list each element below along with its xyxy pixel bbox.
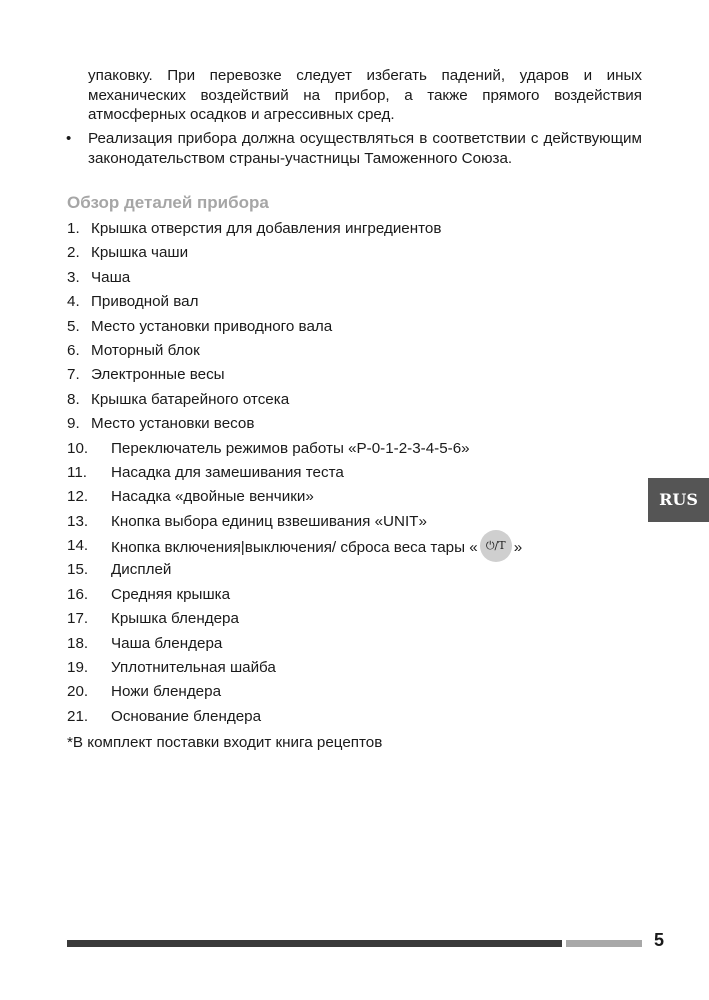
list-item <box>0 266 709 290</box>
item-number: 12. <box>67 488 89 506</box>
list-item <box>0 534 709 558</box>
item-number: 8. <box>67 390 80 408</box>
footer-rule-dark <box>67 940 562 947</box>
item-label: Чаша блендера <box>111 634 223 652</box>
list-item <box>0 437 709 461</box>
item-number: 9. <box>67 415 80 433</box>
item-number: 5. <box>67 317 80 335</box>
item-label: Электронные весы <box>91 366 225 384</box>
bullet-marker: • <box>66 130 72 147</box>
item-label: Основание блендера <box>111 707 262 725</box>
list-item <box>0 632 709 656</box>
section-title: Обзор деталей прибора <box>67 193 269 212</box>
item-label: Место установки приводного вала <box>91 317 333 335</box>
item-label-after: » <box>513 539 523 557</box>
item-label: Кнопка выбора единиц взвешивания «UNIT» <box>111 512 427 530</box>
item-number: 21. <box>67 707 89 725</box>
item-label: Дисплей <box>111 561 172 579</box>
list-item <box>0 339 709 363</box>
item-number: 6. <box>67 341 80 359</box>
item-label: Ножи блендера <box>111 683 222 701</box>
item-label: Место установки весов <box>91 415 255 433</box>
footer-rule-light <box>566 940 642 947</box>
item-number: 15. <box>67 561 89 579</box>
item-number: 4. <box>67 293 80 311</box>
parts-list <box>0 217 709 729</box>
list-item <box>0 217 709 241</box>
language-tab: RUS <box>648 478 709 522</box>
item-label: Крышка чаши <box>91 244 189 262</box>
item-label: Крышка блендера <box>111 610 239 628</box>
list-item <box>0 607 709 631</box>
list-item <box>0 315 709 339</box>
item-label: Чаша <box>91 268 131 286</box>
list-item <box>0 461 709 485</box>
list-item <box>0 290 709 314</box>
list-item <box>0 388 709 412</box>
item-label-before: Кнопка включения|выключения/ сброса веса тары « <box>111 539 478 557</box>
item-label: Переключатель режимов работы «P-0-1-2-3-4-5-6» <box>111 439 470 457</box>
list-item <box>0 680 709 704</box>
item-number: 1. <box>67 220 80 237</box>
item-number: 14. <box>67 537 89 555</box>
list-item <box>0 485 709 509</box>
item-number: 19. <box>67 659 89 677</box>
item-number: 2. <box>67 244 80 262</box>
item-label: Насадка для замешивания теста <box>111 463 344 481</box>
item-number: 20. <box>67 683 89 701</box>
item-number: 18. <box>67 634 89 652</box>
item-label: Средняя крышка <box>111 585 231 603</box>
item-number: 3. <box>67 268 80 286</box>
item-label: Крышка батарейного отсека <box>91 390 290 408</box>
list-item <box>0 412 709 436</box>
list-item <box>0 363 709 387</box>
item-number: 11. <box>67 463 87 481</box>
item-number: 7. <box>67 366 80 384</box>
item-number: 13. <box>67 512 89 530</box>
intro-paragraph: упаковку. При перевозке следует избегать падений, ударов и иных механических воздействий на прибор, а также прямого воздействия атмосферных осадков и агрессивных сред. <box>88 67 642 123</box>
item-label: Насадка «двойные венчики» <box>111 488 314 506</box>
list-item <box>0 510 709 534</box>
item-number: 16. <box>67 585 89 603</box>
item-number: 10. <box>67 439 89 457</box>
item-label: Крышка отверстия для добавления ингредиентов <box>91 220 442 237</box>
list-item <box>0 583 709 607</box>
list-item <box>0 656 709 680</box>
list-item <box>0 241 709 265</box>
power-tare-icon: ⏻/T <box>480 530 512 562</box>
list-item <box>0 558 709 582</box>
bullet-paragraph: Реализация прибора должна осуществляться в соответствии с действующим законодательством страны-участницы Таможенного Союза. <box>88 130 642 167</box>
page-number: 5 <box>654 930 665 950</box>
item-label: Моторный блок <box>91 341 200 359</box>
item-label: Приводной вал <box>91 293 199 311</box>
item-label: Уплотнительная шайба <box>111 659 276 677</box>
list-item <box>0 705 709 729</box>
item-number: 17. <box>67 610 89 628</box>
footnote: *В комплект поставки входит книга рецептов <box>67 734 383 751</box>
